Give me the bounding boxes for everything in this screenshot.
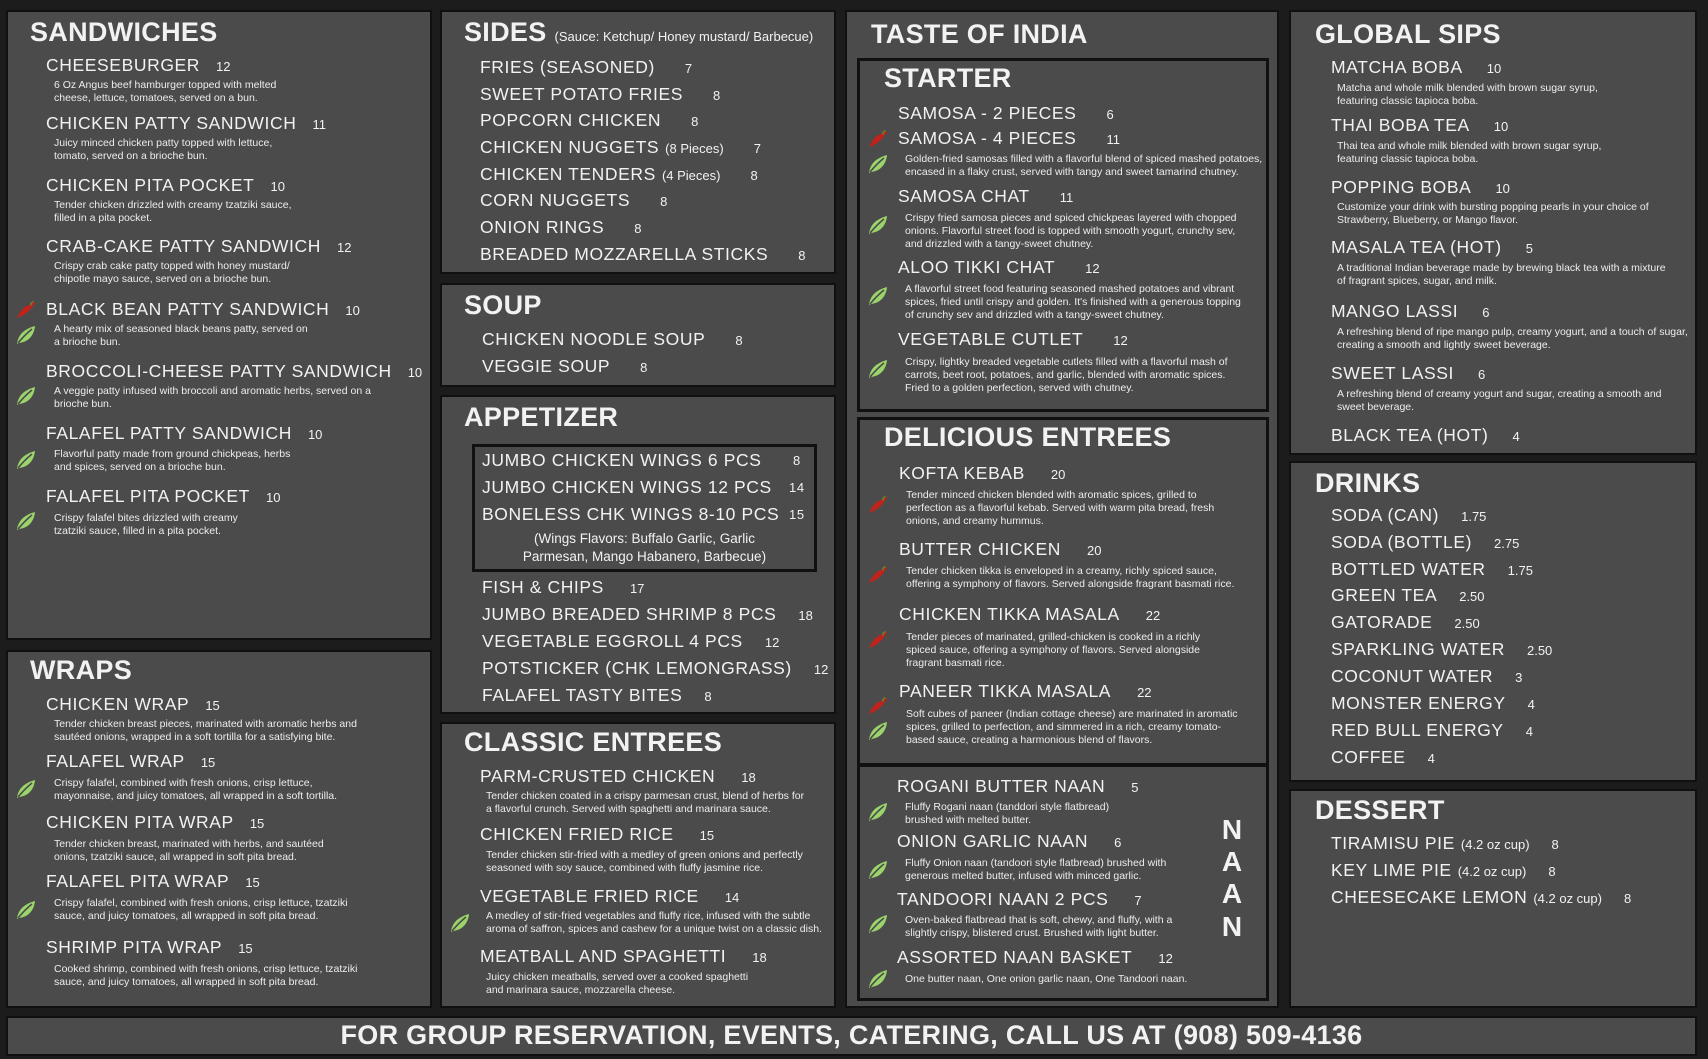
price: 8: [634, 221, 642, 236]
item-description: Tender chicken drizzled with creamy tzatziki sauce, filled in a pita pocket.: [54, 199, 292, 224]
price: 6: [1477, 367, 1486, 382]
price: 10: [265, 490, 281, 505]
menu-item: SODA (BOTTLE) 2.75: [1331, 532, 1520, 552]
item-description: Tender pieces of marinated, grilled-chicken is cooked in a richly spiced sauce, offering a symphony of flavors. Served alongside fragrant basmati rice.: [906, 631, 1201, 669]
menu-item: SAMOSA - 4 PIECES 11: [898, 128, 1120, 148]
price: 15: [200, 755, 216, 770]
menu-item: ROGANI BUTTER NAAN 5: [897, 776, 1139, 796]
item-description: A flavorful street food featuring seasoned mashed potatoes and vibrant spices, fried until crispy and golden. It's finished with a generous topping of crunchy sev and drizzled with a tangy-sweet chutney.: [905, 283, 1241, 321]
price: 12: [764, 635, 780, 650]
item-description: Crispy falafel bites drizzled with creamy tzatziki sauce, filled in a pita pocket.: [54, 512, 238, 537]
sides-panel: [440, 10, 836, 274]
leaf-icon: [866, 967, 890, 991]
menu-item: BUTTER CHICKEN 20: [899, 539, 1102, 559]
price: 18: [752, 950, 767, 965]
menu-item: CHICKEN NUGGETS (8 Pieces) 7: [480, 137, 761, 157]
price: 8: [1548, 864, 1556, 879]
price: 15: [245, 875, 260, 890]
item-description: 6 Oz Angus beef hamburger topped with melted cheese, lettuce, tomatoes, served on a bun.: [54, 79, 277, 104]
menu-item: CHICKEN TIKKA MASALA 22: [899, 604, 1161, 624]
menu-item: JUMBO CHICKEN WINGS 12 PCS: [482, 477, 772, 497]
menu-item: BLACK BEAN PATTY SANDWICH 10: [46, 299, 360, 319]
price: 8: [704, 689, 712, 704]
menu-item: MASALA TEA (HOT) 5: [1331, 237, 1533, 257]
menu-item: CHICKEN TENDERS (4 Pieces) 8: [480, 164, 758, 184]
leaf-icon: [14, 323, 38, 347]
item-description: Tender chicken breast pieces, marinated with aromatic herbs and sautéed onions, wrapped in a soft tortilla for a satisfying bite.: [54, 718, 357, 743]
item-description: Thai tea and whole milk blended with brown sugar syrup, featuring classic tapioca boba.: [1337, 140, 1602, 165]
item-description: Matcha and whole milk blended with brown sugar syrup, featuring classic tapioca boba.: [1337, 82, 1598, 107]
item-description: Tender chicken breast, marinated with herbs, and sautéed onions, tzatziki sauce, all wrapped in soft pita bread.: [54, 838, 324, 863]
menu-item: CHICKEN FRIED RICE 15: [480, 824, 715, 844]
price: 20: [1087, 543, 1102, 558]
classic-entrees-panel: [440, 722, 836, 1008]
price: 4: [1527, 697, 1535, 712]
sides-sauce-note: (Sauce: Ketchup/ Honey mustard/ Barbecue): [554, 29, 814, 44]
menu-item: POTSTICKER (CHK LEMONGRASS) 12: [482, 658, 829, 678]
leaf-icon: [14, 384, 38, 408]
menu-item: BONELESS CHK WINGS 8-10 PCS: [482, 504, 780, 524]
price: 8: [713, 88, 721, 103]
price: 11: [312, 117, 326, 132]
item-description: Fluffy Onion naan (tandoori style flatbread) brushed with generous melted butter, infused with minced garlic.: [905, 857, 1167, 882]
menu-item: BLACK TEA (HOT) 4: [1331, 425, 1520, 445]
item-description: Crispy fried samosa pieces and spiced chickpeas layered with chopped onions. Flavorful street food is topped with smooth yogurt, crunchy sev, and drizzled with a tangy-sweet chutney.: [905, 212, 1237, 250]
footer-contact-text: FOR GROUP RESERVATION, EVENTS, CATERING, CALL US AT (908) 509-4136: [340, 1020, 1363, 1050]
menu-item: RED BULL ENERGY 4: [1331, 720, 1533, 740]
item-description: Juicy chicken meatballs, served over a cooked spaghetti and marinara sauce, mozzarella cheese.: [486, 971, 749, 996]
menu-item: ONION RINGS 8: [480, 217, 642, 237]
soup-panel: [440, 283, 836, 387]
dessert-title: DESSERT: [1315, 795, 1445, 825]
menu-item: JUMBO BREADED SHRIMP 8 PCS 18: [482, 604, 813, 624]
menu-item: FALAFEL TASTY BITES 8: [482, 685, 712, 705]
taste-of-india-panel: [845, 10, 1279, 1008]
menu-item: FALAFEL PITA WRAP 15: [46, 871, 260, 891]
menu-item: BREADED MOZZARELLA STICKS 8: [480, 244, 806, 264]
price: 8: [660, 194, 668, 209]
price: 17: [629, 581, 645, 596]
leaf-icon: [448, 911, 472, 935]
sandwiches-title: SANDWICHES: [30, 17, 218, 47]
naan-vertical-letter: A: [1221, 846, 1243, 877]
chili-pepper-icon: [866, 694, 890, 718]
price: 15: [205, 698, 220, 713]
menu-item: JUMBO CHICKEN WINGS 6 PCS: [482, 450, 762, 470]
classic-entrees-title: CLASSIC ENTREES: [464, 727, 723, 757]
leaf-icon: [866, 800, 890, 824]
menu-item: SWEET POTATO FRIES 8: [480, 84, 721, 104]
menu-item: BROCCOLI-CHEESE PATTY SANDWICH 10: [46, 361, 423, 381]
price: 12: [1113, 333, 1128, 348]
price: 12: [1158, 951, 1173, 966]
menu-item: CHICKEN PITA POCKET 10: [46, 175, 285, 195]
price: 20: [1050, 467, 1066, 482]
menu-item: CHEESEBURGER 12: [46, 55, 231, 75]
item-description: Juicy minced chicken patty topped with lettuce, tomato, served on a brioche bun.: [54, 137, 273, 162]
footer-banner: [6, 1016, 1697, 1056]
price: 8: [1551, 837, 1559, 852]
item-description: A hearty mix of seasoned black beans patty, served on a brioche bun.: [54, 323, 308, 348]
menu-item: FALAFEL PATTY SANDWICH 10: [46, 423, 323, 443]
price: 7: [684, 61, 693, 76]
price: 14: [724, 890, 740, 905]
item-description: Customize your drink with bursting popping pearls in your choice of Strawberry, Blueberry, or Mango flavor.: [1337, 201, 1649, 226]
appetizer-title: APPETIZER: [464, 402, 619, 432]
wraps-title: WRAPS: [30, 655, 132, 685]
item-description: Tender chicken tikka is enveloped in a creamy, richly spiced sauce, offering a symphony of flavors. Served alongside fragrant basmati rice.: [906, 565, 1235, 590]
menu-item: MATCHA BOBA 10: [1331, 57, 1502, 77]
item-description: Crispy crab cake patty topped with honey mustard/ chipotle mayo sauce, served on a brioche bun.: [54, 260, 290, 285]
price: 14: [789, 480, 805, 495]
menu-item: SAMOSA - 2 PIECES 6: [898, 103, 1114, 123]
menu-item: CHEESECAKE LEMON (4.2 oz cup) 8: [1331, 887, 1632, 907]
item-description: Flavorful patty made from ground chickpeas, herbs and spices, served on a brioche bun.: [54, 448, 291, 473]
price: 18: [798, 608, 813, 623]
menu-item: KEY LIME PIE (4.2 oz cup) 8: [1331, 860, 1556, 880]
chili-pepper-icon: [866, 493, 890, 517]
price: 10: [407, 365, 423, 380]
menu-item: CHICKEN WRAP 15: [46, 694, 220, 714]
price: 8: [691, 114, 699, 129]
global-sips-title: GLOBAL SIPS: [1315, 19, 1501, 49]
price: 10: [270, 179, 285, 194]
price: 15: [249, 816, 265, 831]
menu-item: CHICKEN PATTY SANDWICH 11: [46, 113, 326, 133]
price: 3: [1515, 670, 1523, 685]
menu-item: ASSORTED NAAN BASKET 12: [897, 947, 1173, 967]
price: 10: [1486, 61, 1502, 76]
menu-item: VEGETABLE FRIED RICE 14: [480, 886, 740, 906]
menu-item: FISH & CHIPS 17: [482, 577, 645, 597]
chili-pepper-icon: [866, 563, 890, 587]
price: 18: [741, 770, 756, 785]
price: 12: [1085, 261, 1100, 276]
menu-item: FALAFEL WRAP 15: [46, 751, 216, 771]
starter-title: STARTER: [884, 63, 1012, 93]
starter-box: [857, 58, 1269, 412]
global-sips-panel: [1289, 10, 1697, 455]
sides-title: SIDES (Sauce: Ketchup/ Honey mustard/ Barbecue): [464, 17, 814, 47]
item-description: A refreshing blend of ripe mango pulp, creamy yogurt, and a touch of sugar, creating a smooth and lightly sweet beverage.: [1337, 326, 1688, 351]
item-description: Tender minced chicken blended with aromatic spices, grilled to perfection as a flavorful kebab. Served with warm pita bread, fresh onions, and creamy hummus.: [906, 489, 1215, 527]
menu-item: TIRAMISU PIE (4.2 oz cup) 8: [1331, 833, 1559, 853]
price: 15: [238, 941, 253, 956]
price: 12: [813, 662, 829, 677]
menu-item: VEGGIE SOUP 8: [482, 356, 648, 376]
menu-item: CHICKEN PITA WRAP 15: [46, 812, 265, 832]
price: 15: [699, 828, 715, 843]
price: 5: [1525, 241, 1533, 256]
menu-item: COFFEE 4: [1331, 747, 1435, 767]
menu-item: PANEER TIKKA MASALA 22: [899, 681, 1152, 701]
price: 7: [753, 141, 761, 156]
taste-of-india-title: TASTE OF INDIA: [871, 19, 1088, 49]
price: 6: [1482, 305, 1490, 320]
chili-pepper-icon: [14, 298, 38, 322]
menu-item: SAMOSA CHAT 11: [898, 186, 1074, 206]
price: 15: [789, 507, 805, 522]
price: 7: [1134, 893, 1142, 908]
entrees-box: [857, 417, 1269, 767]
price: 4: [1512, 429, 1520, 444]
appetizer-panel: [440, 395, 836, 714]
price: 1.75: [1507, 563, 1533, 578]
price: 8: [735, 333, 743, 348]
soup-title: SOUP: [464, 290, 542, 320]
item-description: A medley of stir-fried vegetables and fluffy rice, infused with the subtle aroma of saffron, spices and cashew for a unique twist on a classic dish.: [486, 910, 822, 935]
menu-item: CHICKEN NOODLE SOUP 8: [482, 329, 743, 349]
menu-item: SPARKLING WATER 2.50: [1331, 639, 1553, 659]
item-description: Soft cubes of paneer (Indian cottage cheese) are marinated in aromatic spices, grilled to perfection, and simmered in a rich, creamy tomato-based sauce, creating a harmonious blend of flavors.: [906, 708, 1238, 746]
menu-item: FALAFEL PITA POCKET 10: [46, 486, 281, 506]
price: 10: [307, 427, 323, 442]
item-description: Oven-baked flatbread that is soft, chewy, and fluffy, with a slightly crispy, blistered crust. Brushed with light butter.: [905, 914, 1173, 939]
sandwiches-panel: [6, 10, 432, 640]
price: 8: [793, 453, 801, 468]
price: 6: [1106, 107, 1114, 122]
menu-item: ALOO TIKKI CHAT 12: [898, 257, 1100, 277]
price: 4: [1427, 751, 1435, 766]
naan-vertical-letter: N: [1221, 911, 1243, 942]
menu-item: MONSTER ENERGY 4: [1331, 693, 1535, 713]
naan-vertical-letter: A: [1221, 878, 1243, 909]
item-description: A traditional Indian beverage made by brewing black tea with a mixture of fragrant spices, sugar, and milk.: [1337, 262, 1666, 287]
menu-item: GREEN TEA 2.50: [1331, 585, 1485, 605]
leaf-icon: [866, 357, 890, 381]
menu-item: KOFTA KEBAB 20: [899, 463, 1066, 483]
item-description: Tender chicken stir-fried with a medley of green onions and perfectly seasoned with soy sauce, combined with fluffy jasmine rice.: [486, 849, 803, 874]
menu-item: THAI BOBA TEA 10: [1331, 115, 1509, 135]
delicious-entrees-title: DELICIOUS ENTREES: [884, 422, 1172, 452]
chili-pepper-icon: [866, 628, 890, 652]
item-description: One butter naan, One onion garlic naan, One Tandoori naan.: [905, 973, 1188, 985]
menu-item: VEGETABLE EGGROLL 4 PCS 12: [482, 631, 780, 651]
leaf-icon: [866, 284, 890, 308]
menu-item: MEATBALL AND SPAGHETTI 18: [480, 946, 767, 966]
item-description: Cooked shrimp, combined with fresh onions, crisp lettuce, tzatziki sauce, and juicy tomatoes, all wrapped in soft pita bread.: [54, 963, 358, 988]
menu-item: CRAB-CAKE PATTY SANDWICH 12: [46, 236, 352, 256]
menu-item: PARM-CRUSTED CHICKEN 18: [480, 766, 756, 786]
naan-vertical-letter: N: [1221, 814, 1243, 845]
menu-item: SWEET LASSI 6: [1331, 363, 1486, 383]
leaf-icon: [14, 898, 38, 922]
price: 5: [1131, 780, 1139, 795]
menu-item: SHRIMP PITA WRAP 15: [46, 937, 253, 957]
price: 2.50: [1526, 643, 1553, 658]
item-description: Golden-fried samosas filled with a flavorful blend of spiced mashed potatoes, encased in a flaky crust, served with tangy and sweet tamarind chutney.: [905, 153, 1263, 178]
leaf-icon: [866, 912, 890, 936]
price: 10: [1493, 119, 1509, 134]
menu-item: VEGETABLE CUTLET 12: [898, 329, 1128, 349]
menu-item: ONION GARLIC NAAN 6: [897, 831, 1122, 851]
price: 22: [1145, 608, 1161, 623]
price: 2.50: [1454, 616, 1480, 631]
leaf-icon: [866, 213, 890, 237]
menu-item: FRIES (SEASONED) 7: [480, 57, 693, 77]
leaf-icon: [866, 719, 890, 743]
menu-item: CORN NUGGETS 8: [480, 190, 668, 210]
price: 6: [1114, 835, 1122, 850]
price: 8: [750, 168, 758, 183]
price: 8: [640, 360, 648, 375]
wings-box: [472, 444, 817, 572]
menu-item: POPCORN CHICKEN 8: [480, 110, 699, 130]
leaf-icon: [14, 509, 38, 533]
item-description: Crispy, lightky breaded vegetable cutlets filled with a flavorful mash of carrots, beet root, potatoes, and garlic, blended with aromatic spices. Fried to a golden perfection, served with chutney.: [905, 356, 1228, 394]
price: 10: [345, 303, 360, 318]
naan-box: [857, 763, 1269, 1001]
price: 12: [337, 240, 352, 255]
menu-item: COCONUT WATER 3: [1331, 666, 1523, 686]
price: 10: [1495, 181, 1510, 196]
dessert-panel: [1289, 789, 1697, 1008]
drinks-panel: [1289, 461, 1697, 782]
menu-item: TANDOORI NAAN 2 PCS 7: [897, 889, 1142, 909]
price: 12: [216, 59, 231, 74]
item-description: Fluffy Rogani naan (tanddori style flatbread) brushed with melted butter.: [905, 801, 1110, 826]
price: 4: [1525, 724, 1533, 739]
menu-item: POPPING BOBA 10: [1331, 177, 1510, 197]
leaf-icon: [14, 777, 38, 801]
price: 11: [1059, 190, 1074, 205]
price: 1.75: [1461, 509, 1487, 524]
wing-flavors: (Wings Flavors: Buffalo Garlic, Garlic Parmesan, Mango Habanero, Barbecue): [522, 531, 767, 564]
item-description: A refreshing blend of creamy yogurt and sugar, creating a smooth and sweet beverage.: [1337, 388, 1662, 413]
menu-item: SODA (CAN) 1.75: [1331, 505, 1487, 525]
price: 11: [1106, 132, 1120, 147]
item-description: Tender chicken coated in a crispy parmesan crust, blend of herbs for a flavorful crunch. Served with spaghetti and marinara sauce.: [486, 790, 805, 815]
item-description: Crispy falafel, combined with fresh onions, crisp lettuce, mayonnaise, and juicy tomatoes, all wrapped in a soft tortilla.: [54, 777, 338, 802]
menu-item: BOTTLED WATER 1.75: [1331, 559, 1533, 579]
item-description: Crispy falafel, combined with fresh onions, crisp lettuce, tzatziki sauce, and juicy tomatoes, all wrapped in soft pita bread.: [54, 897, 348, 922]
price: 8: [798, 248, 806, 263]
chili-pepper-icon: [866, 127, 890, 151]
price: 2.75: [1494, 536, 1520, 551]
price: 22: [1137, 685, 1152, 700]
leaf-icon: [14, 448, 38, 472]
leaf-icon: [866, 152, 890, 176]
menu-item: MANGO LASSI 6: [1331, 301, 1490, 321]
drinks-title: DRINKS: [1315, 468, 1421, 498]
leaf-icon: [866, 858, 890, 882]
item-description: A veggie patty infused with broccoli and aromatic herbs, served on a brioche bun.: [54, 385, 371, 410]
price: 8: [1623, 891, 1632, 906]
wraps-panel: [6, 650, 432, 1008]
price: 2.50: [1459, 589, 1485, 604]
menu-item: GATORADE 2.50: [1331, 612, 1480, 632]
